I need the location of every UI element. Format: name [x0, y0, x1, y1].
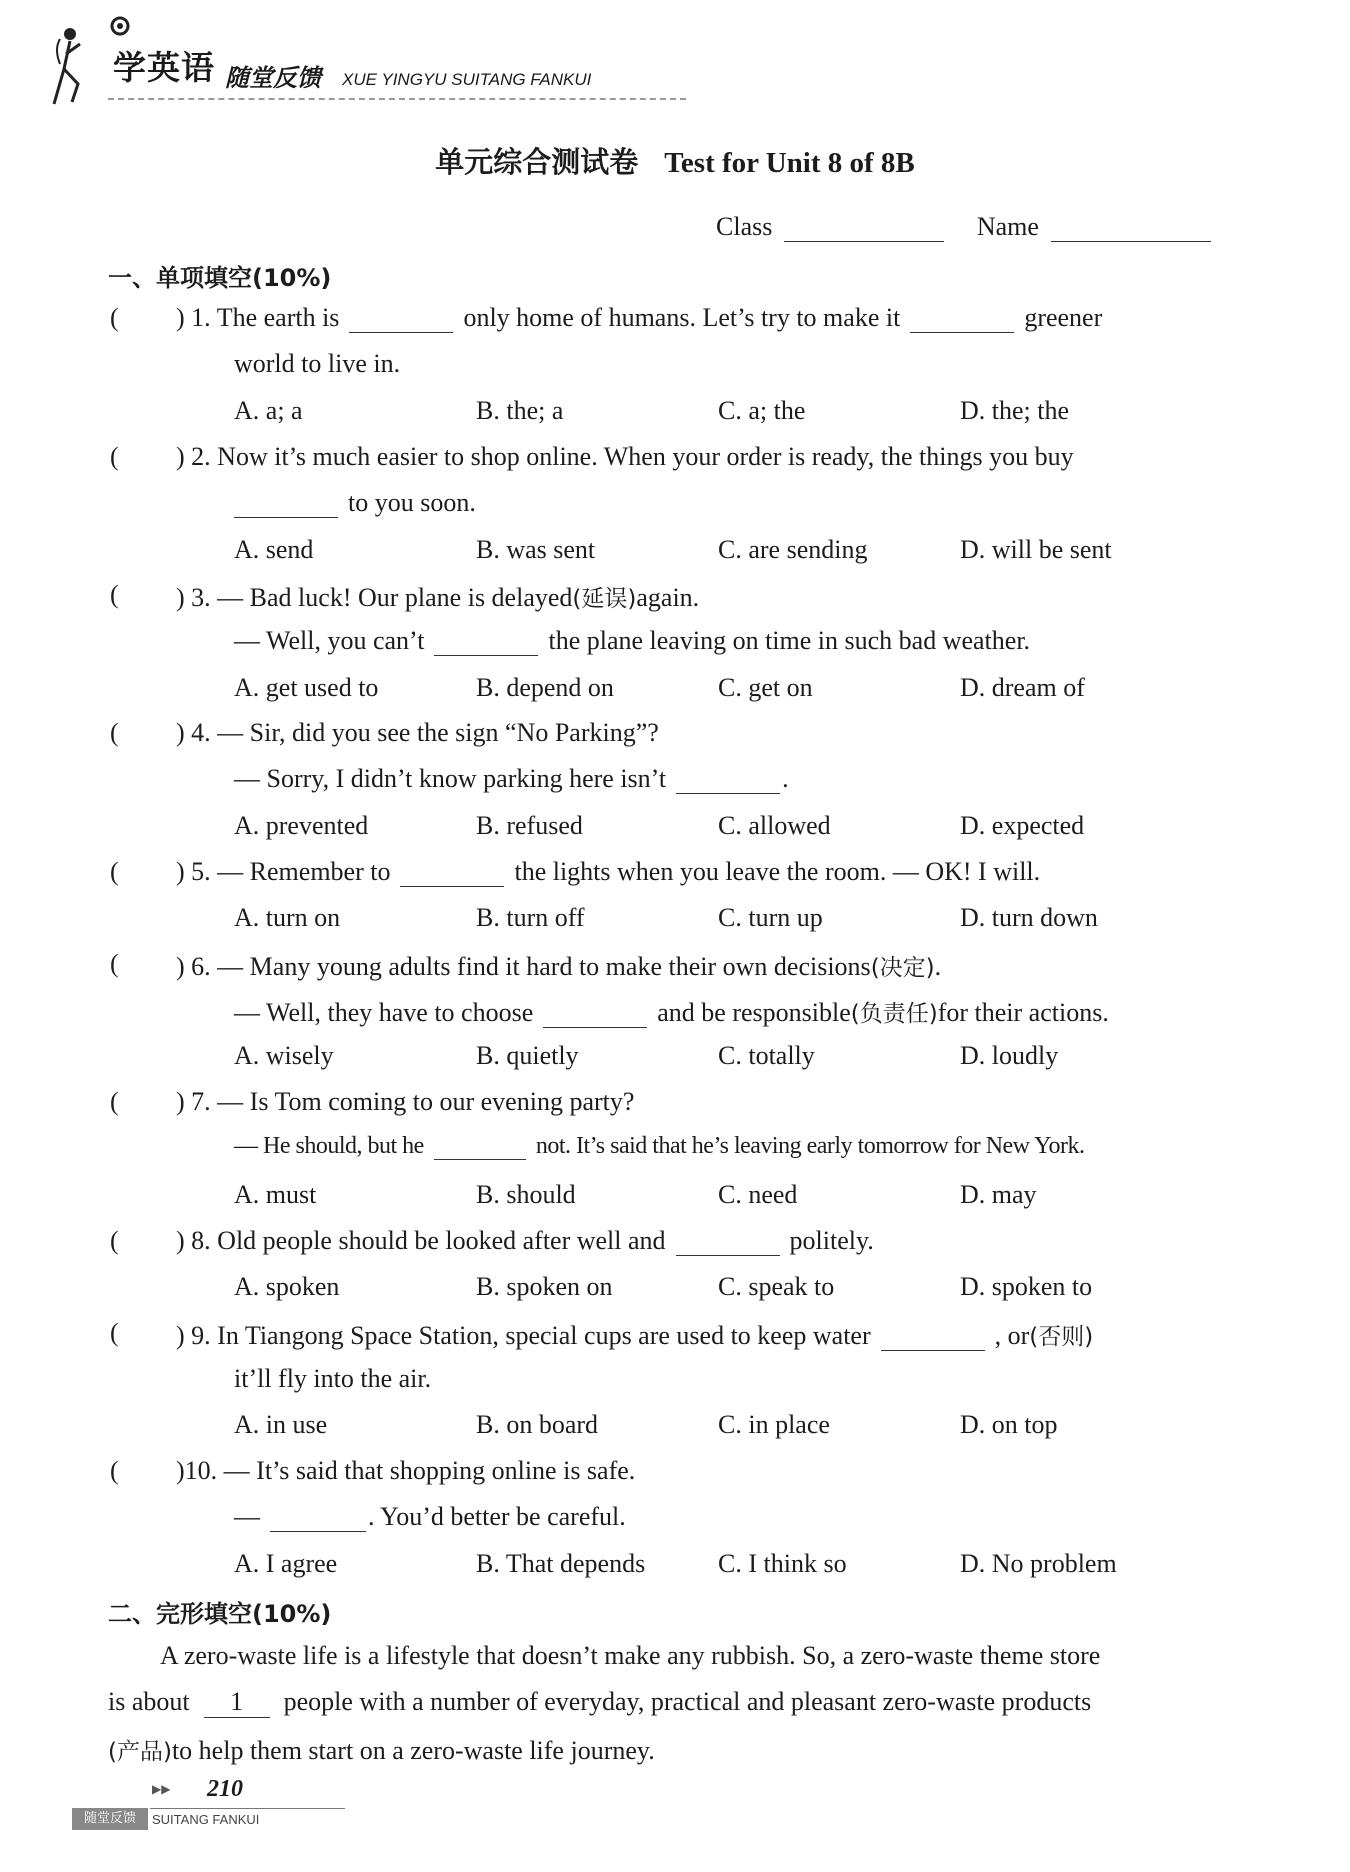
- answer-bracket: (: [110, 949, 119, 978]
- question-number: ) 5.: [176, 857, 211, 886]
- answer-blank: [910, 308, 1014, 333]
- option-b[interactable]: B. the; a: [476, 396, 564, 425]
- question-text: again.: [636, 583, 700, 612]
- question-text: .: [934, 952, 942, 981]
- question-text: — Many young adults find it hard to make their own decisions: [217, 952, 871, 981]
- question-text: .: [782, 764, 789, 793]
- question-text: politely.: [789, 1226, 874, 1255]
- question-9: [176, 1318, 1093, 1351]
- question-text: — Remember to: [217, 857, 391, 886]
- question-5: [176, 857, 1040, 887]
- cloze-blank-1: 1: [204, 1687, 270, 1718]
- brand-pinyin: XUE YINGYU SUITANG FANKUI: [342, 70, 592, 89]
- page-header: [50, 14, 650, 110]
- answer-bracket: (: [110, 442, 119, 471]
- page-footer: [72, 1776, 282, 1842]
- option-b[interactable]: B. quietly: [476, 1041, 579, 1070]
- question-number: ) 9.: [176, 1321, 211, 1350]
- question-1-line2: world to live in.: [234, 349, 401, 378]
- question-3: [176, 580, 699, 613]
- answer-blank: [434, 631, 538, 656]
- chinese-gloss: (负责任): [850, 1001, 938, 1027]
- question-4: [176, 718, 659, 748]
- question-text: to you soon.: [348, 488, 476, 517]
- option-a[interactable]: A. spoken: [234, 1272, 340, 1301]
- answer-bracket: (: [110, 1318, 119, 1347]
- question-text: — Is Tom coming to our evening party?: [217, 1087, 635, 1116]
- question-text: Now it’s much easier to shop online. When your order is ready, the things you buy: [217, 442, 1074, 471]
- footer-pinyin: SUITANG FANKUI: [152, 1812, 260, 1827]
- option-a[interactable]: A. get used to: [234, 673, 379, 702]
- arrow-icon: ▶▶: [152, 1782, 171, 1796]
- option-b[interactable]: B. should: [476, 1180, 576, 1209]
- question-text: — Sir, did you see the sign “No Parking”?: [217, 718, 659, 747]
- option-a[interactable]: A. wisely: [234, 1041, 334, 1070]
- question-8: [176, 1226, 874, 1256]
- student-info: [716, 212, 1223, 242]
- answer-blank: [270, 1507, 366, 1532]
- option-d[interactable]: D. turn down: [960, 903, 1098, 932]
- option-d[interactable]: D. loudly: [960, 1041, 1059, 1070]
- option-d[interactable]: D. spoken to: [960, 1272, 1093, 1301]
- option-a[interactable]: A. must: [234, 1180, 317, 1209]
- option-d[interactable]: D. expected: [960, 811, 1085, 840]
- passage-text: people with a number of everyday, practical and pleasant zero-waste products: [283, 1687, 1092, 1716]
- option-a[interactable]: A. a; a: [234, 396, 303, 425]
- option-c[interactable]: C. get on: [718, 673, 813, 702]
- option-a[interactable]: A. turn on: [234, 903, 341, 932]
- question-text: Old people should be looked after well and: [217, 1226, 666, 1255]
- option-b[interactable]: B. on board: [476, 1410, 599, 1439]
- passage-line-1: A zero-waste life is a lifestyle that doesn’t make any rubbish. So, a zero-waste theme store: [160, 1641, 1101, 1670]
- question-text: only home of humans. Let’s try to make it: [463, 303, 901, 332]
- option-c[interactable]: C. in place: [718, 1410, 830, 1439]
- question-7: [176, 1087, 634, 1117]
- option-d[interactable]: D. will be sent: [960, 535, 1112, 564]
- question-7-line2: [234, 1133, 1085, 1160]
- option-c[interactable]: C. turn up: [718, 903, 823, 932]
- passage-line-3: [108, 1733, 655, 1766]
- class-field[interactable]: [784, 215, 944, 242]
- answer-blank: [676, 769, 780, 794]
- answer-blank: [400, 862, 504, 887]
- name-field[interactable]: [1051, 215, 1211, 242]
- question-text: — He should, but he: [234, 1133, 424, 1159]
- question-text: and be responsible: [657, 998, 851, 1027]
- question-text: for their actions.: [937, 998, 1109, 1027]
- answer-bracket: (: [110, 580, 119, 609]
- question-6: [176, 949, 941, 982]
- chinese-gloss: (产品): [108, 1739, 172, 1765]
- question-text: the lights when you leave the room. — OK! I will.: [514, 857, 1041, 886]
- question-3-line2: [234, 626, 1030, 656]
- option-c[interactable]: C. totally: [718, 1041, 815, 1070]
- question-text: not. It’s said that he’s leaving early tomorrow for New York.: [535, 1133, 1085, 1159]
- answer-bracket: (: [110, 1456, 119, 1485]
- question-number: ) 6.: [176, 952, 211, 981]
- option-b[interactable]: B. was sent: [476, 535, 596, 564]
- question-number: ) 3.: [176, 583, 211, 612]
- question-text: — Sorry, I didn’t know parking here isn’t: [234, 764, 667, 793]
- answer-bracket: (: [110, 1226, 119, 1255]
- question-6-line2: [234, 995, 1109, 1028]
- page-number: 210: [207, 1776, 243, 1802]
- question-9-line2: it’ll fly into the air.: [234, 1364, 432, 1393]
- question-text: — Well, you can’t: [234, 626, 425, 655]
- question-10: [176, 1456, 635, 1486]
- section1-heading: 一、单项填空(10%): [108, 264, 332, 292]
- option-b[interactable]: B. spoken on: [476, 1272, 613, 1301]
- option-c[interactable]: C. a; the: [718, 396, 806, 425]
- option-a[interactable]: A. in use: [234, 1410, 328, 1439]
- question-1: [176, 303, 1102, 333]
- title-en: Test for Unit 8 of 8B: [664, 147, 915, 179]
- question-number: )10.: [176, 1456, 218, 1485]
- option-b[interactable]: B. That depends: [476, 1549, 646, 1578]
- passage-text: is about: [108, 1687, 190, 1716]
- chinese-gloss: (决定): [870, 955, 935, 981]
- option-c[interactable]: C. speak to: [718, 1272, 835, 1301]
- passage-text: to help them start on a zero-waste life journey.: [171, 1736, 655, 1765]
- question-text: greener: [1024, 303, 1103, 332]
- question-text: The earth is: [216, 303, 340, 332]
- header-divider: [108, 98, 686, 100]
- option-d[interactable]: D. dream of: [960, 673, 1085, 702]
- chinese-gloss: (延误): [572, 586, 637, 612]
- option-c[interactable]: C. I think so: [718, 1549, 847, 1578]
- option-a[interactable]: A. prevented: [234, 811, 369, 840]
- title-cn: 单元综合测试卷: [435, 145, 639, 179]
- section2-heading: 二、完形填空(10%): [108, 1600, 332, 1628]
- question-number: ) 4.: [176, 718, 211, 747]
- question-10-line2: [234, 1502, 626, 1532]
- answer-blank: [881, 1326, 985, 1351]
- question-text: — Well, they have to choose: [234, 998, 534, 1027]
- question-text: . You’d better be careful.: [368, 1502, 626, 1531]
- question-number: ) 7.: [176, 1087, 211, 1116]
- footer-divider: [150, 1808, 345, 1809]
- question-text: — Bad luck! Our plane is delayed: [217, 583, 573, 612]
- option-b[interactable]: B. refused: [476, 811, 583, 840]
- name-label: Name: [976, 212, 1039, 241]
- answer-blank: [543, 1003, 647, 1028]
- question-text: —: [234, 1502, 260, 1531]
- brand-subtitle: 随堂反馈: [225, 64, 321, 92]
- answer-bracket: (: [110, 718, 119, 747]
- option-c[interactable]: C. need: [718, 1180, 798, 1209]
- option-b[interactable]: B. turn off: [476, 903, 585, 932]
- question-2-line2: [234, 488, 476, 518]
- option-c[interactable]: C. are sending: [718, 535, 868, 564]
- question-text: In Tiangong Space Station, special cups are used to keep water: [217, 1321, 871, 1350]
- chinese-gloss: (否则): [1029, 1324, 1094, 1350]
- option-a[interactable]: A. I agree: [234, 1549, 338, 1578]
- question-number: ) 1.: [176, 303, 211, 332]
- option-d[interactable]: D. No problem: [960, 1549, 1117, 1578]
- question-number: ) 2.: [176, 442, 211, 471]
- option-a[interactable]: A. send: [234, 535, 314, 564]
- option-b[interactable]: B. depend on: [476, 673, 614, 702]
- question-2: [176, 442, 1074, 472]
- question-4-line2: [234, 764, 789, 794]
- brand-title: 学英语: [113, 48, 215, 87]
- option-d[interactable]: D. the; the: [960, 396, 1070, 425]
- question-text: , or: [994, 1321, 1030, 1350]
- passage-line-2: [108, 1687, 1091, 1718]
- footer-badge: 随堂反馈: [72, 1808, 148, 1830]
- question-number: ) 8.: [176, 1226, 211, 1255]
- option-c[interactable]: C. allowed: [718, 811, 831, 840]
- answer-blank: [434, 1135, 526, 1160]
- answer-bracket: (: [110, 303, 119, 332]
- page-title: [0, 140, 1350, 181]
- answer-blank: [676, 1231, 780, 1256]
- answer-bracket: (: [110, 1087, 119, 1116]
- class-label: Class: [716, 212, 773, 241]
- option-d[interactable]: D. on top: [960, 1410, 1058, 1439]
- question-text: the plane leaving on time in such bad weather.: [548, 626, 1031, 655]
- answer-bracket: (: [110, 857, 119, 886]
- answer-blank: [234, 493, 338, 518]
- option-d[interactable]: D. may: [960, 1180, 1037, 1209]
- answer-blank: [349, 308, 453, 333]
- question-text: — It’s said that shopping online is safe.: [223, 1456, 636, 1485]
